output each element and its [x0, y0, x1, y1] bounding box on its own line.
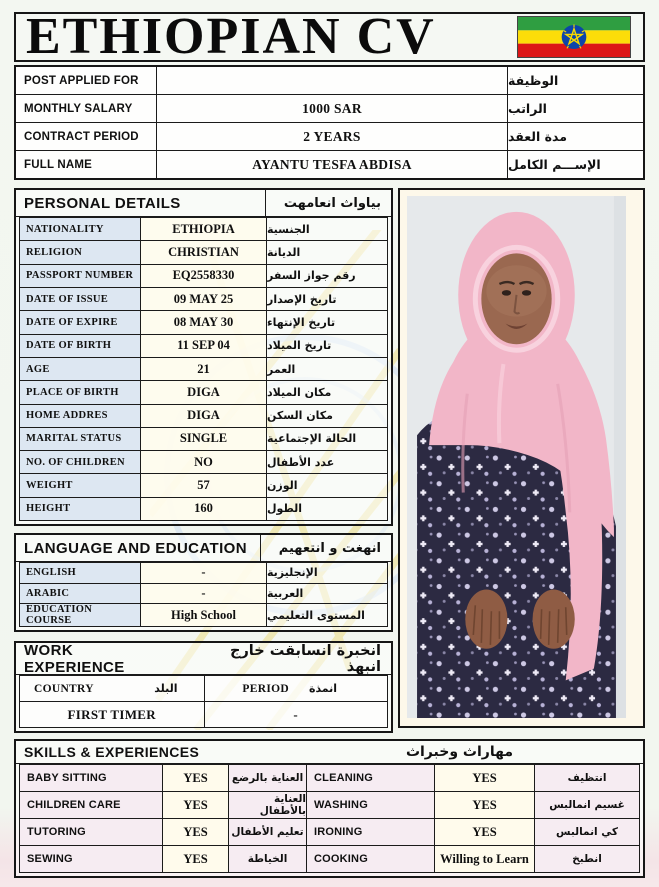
detail-row [20, 427, 387, 450]
section-title: PERSONAL DETAILS [24, 194, 181, 212]
info-row [16, 67, 643, 94]
info-label-arabic: الراتب [507, 95, 643, 122]
skill-label-left-arabic: العناية بالرضع [228, 765, 306, 791]
section-work-experience [14, 641, 393, 733]
title-bar [14, 8, 645, 65]
language-value: - [140, 563, 266, 583]
skill-row [20, 845, 639, 872]
skill-label-left: BABY SITTING [20, 765, 162, 791]
detail-value: DIGA [140, 381, 266, 403]
language-value: High School [140, 604, 266, 626]
language-education-header [16, 535, 391, 562]
detail-value: 09 MAY 25 [140, 288, 266, 310]
detail-label: NATIONALITY [20, 218, 140, 240]
skill-row [20, 791, 639, 818]
ethiopia-flag-icon [517, 16, 631, 58]
detail-value: 57 [140, 474, 266, 496]
skill-label-right: COOKING [306, 846, 434, 872]
info-value: AYANTU TESFA ABDISA [156, 151, 507, 178]
country-value: FIRST TIMER [67, 706, 156, 722]
detail-row [20, 450, 387, 473]
detail-row [20, 380, 387, 403]
skill-label-right: WASHING [306, 792, 434, 818]
work-value-row [20, 701, 387, 727]
detail-label: DATE OF BIRTH [20, 335, 140, 357]
skill-value-left: YES [162, 846, 228, 872]
info-value [156, 67, 507, 94]
detail-label: PASSPORT NUMBER [20, 265, 140, 287]
skill-row [20, 765, 639, 791]
work-experience-table [19, 675, 388, 728]
section-title-arabic: بياواث انعامهت [265, 190, 391, 216]
detail-label-arabic: تاريخ الميلاد [266, 335, 387, 357]
detail-label-arabic: عدد الأطفال [266, 451, 387, 473]
detail-label: RELIGION [20, 241, 140, 263]
skill-label-left: CHILDREN CARE [20, 792, 162, 818]
detail-value: ETHIOPIA [140, 218, 266, 240]
skills-header [16, 741, 643, 764]
language-label-arabic: المستوى التعليمي [266, 604, 387, 626]
detail-row [20, 240, 387, 263]
skill-value-right: Willing to Learn [434, 846, 534, 872]
left-column [14, 188, 393, 733]
skill-label-left: TUTORING [20, 819, 162, 845]
skill-label-right-arabic: غسيم انمالبس [534, 792, 639, 818]
detail-value: CHRISTIAN [140, 241, 266, 263]
detail-value: 21 [140, 358, 266, 380]
language-education-table [19, 562, 388, 627]
skill-label-left-arabic: تعليم الأطفال [228, 819, 306, 845]
detail-value: SINGLE [140, 428, 266, 450]
personal-details-table [19, 217, 388, 521]
period-value: - [204, 702, 388, 727]
section-personal-details [14, 188, 393, 526]
skill-label-right-arabic: انتظيف [534, 765, 639, 791]
section-title-arabic: انخبرة انسابقت خارج انبهذ [230, 642, 381, 675]
detail-label: DATE OF EXPIRE [20, 311, 140, 333]
skill-label-right: CLEANING [306, 765, 434, 791]
section-title: WORK EXPERIENCE [24, 641, 125, 676]
skill-value-left: YES [162, 792, 228, 818]
info-row [16, 150, 643, 178]
info-label: FULL NAME [24, 158, 93, 171]
country-header: COUNTRY [34, 682, 94, 695]
section-title-arabic: مهاراث وخبراث [405, 744, 513, 760]
section-language-education [14, 533, 393, 632]
skill-label-right-arabic: انطبخ [534, 846, 639, 872]
info-label: MONTHLY SALARY [24, 102, 133, 115]
skill-value-right: YES [434, 819, 534, 845]
detail-row [20, 473, 387, 496]
language-label: EDUCATION COURSE [20, 604, 140, 626]
detail-label-arabic: الوزن [266, 474, 387, 496]
detail-value: 160 [140, 498, 266, 520]
skill-label-left: SEWING [20, 846, 162, 872]
detail-label-arabic: العمر [266, 358, 387, 380]
detail-label-arabic: رقم جواز السفر [266, 265, 387, 287]
language-value: - [140, 584, 266, 604]
detail-row [20, 218, 387, 240]
language-label-arabic: العربية [266, 584, 387, 604]
skill-row [20, 818, 639, 845]
section-title: SKILLS & EXPERIENCES [24, 744, 200, 760]
personal-details-header [16, 190, 391, 217]
skill-value-right: YES [434, 765, 534, 791]
language-row [20, 583, 387, 604]
detail-label: WEIGHT [20, 474, 140, 496]
detail-value: DIGA [140, 405, 266, 427]
detail-value: EQ2558330 [140, 265, 266, 287]
detail-row [20, 310, 387, 333]
language-label: ARABIC [20, 584, 140, 604]
detail-label-arabic: مكان السكن [266, 405, 387, 427]
section-skills [14, 739, 645, 878]
country-header-arabic: البلد [154, 682, 178, 695]
applicant-photo [407, 196, 626, 718]
detail-row [20, 334, 387, 357]
skill-label-left-arabic: الخياطة [228, 846, 306, 872]
detail-label-arabic: الحالة الإجتماعية [266, 428, 387, 450]
skill-label-right: IRONING [306, 819, 434, 845]
info-label: POST APPLIED FOR [24, 74, 139, 87]
info-label-arabic: الإســـم الكامل [507, 151, 643, 178]
language-row [20, 603, 387, 626]
detail-label: DATE OF ISSUE [20, 288, 140, 310]
info-label-arabic: مدة العقد [507, 123, 643, 150]
work-experience-header [16, 643, 391, 675]
detail-label-arabic: تاريخ الإنتهاء [266, 311, 387, 333]
language-label: ENGLISH [20, 563, 140, 583]
detail-label-arabic: مكان الميلاد [266, 381, 387, 403]
page-title: ETHIOPIAN CV [26, 8, 436, 65]
detail-label-arabic: الجنسية [266, 218, 387, 240]
language-row [20, 563, 387, 583]
info-row [16, 94, 643, 122]
detail-label: AGE [20, 358, 140, 380]
photo-box [398, 188, 645, 728]
skill-label-left-arabic: العناية بالأطفال [228, 792, 306, 818]
info-row [16, 122, 643, 150]
detail-label-arabic: تاريخ الإصدار [266, 288, 387, 310]
top-info-table [14, 65, 645, 180]
info-label: CONTRACT PERIOD [24, 130, 139, 143]
period-header: PERIOD [242, 682, 289, 695]
work-column-headers [20, 676, 387, 701]
detail-row [20, 264, 387, 287]
detail-label: HEIGHT [20, 498, 140, 520]
detail-value: 08 MAY 30 [140, 311, 266, 333]
detail-label: HOME ADDRES [20, 405, 140, 427]
detail-label: NO. OF CHILDREN [20, 451, 140, 473]
info-label-arabic: الوظيفة [507, 67, 643, 94]
skill-label-right-arabic: كي انمالبس [534, 819, 639, 845]
detail-row [20, 357, 387, 380]
period-header-cell [204, 676, 388, 701]
main-content [14, 188, 645, 733]
detail-value: 11 SEP 04 [140, 335, 266, 357]
section-title-arabic: انهغت و انتعهيم [260, 535, 391, 561]
skill-value-left: YES [162, 765, 228, 791]
detail-row [20, 404, 387, 427]
detail-label-arabic: الديانة [266, 241, 387, 263]
skill-value-right: YES [434, 792, 534, 818]
info-value: 2 YEARS [156, 123, 507, 150]
detail-row [20, 497, 387, 520]
info-value: 1000 SAR [156, 95, 507, 122]
detail-label: MARITAL STATUS [20, 428, 140, 450]
detail-value: NO [140, 451, 266, 473]
period-header-arabic: انمذة [308, 682, 338, 695]
detail-row [20, 287, 387, 310]
language-label-arabic: الإنجليزية [266, 563, 387, 583]
country-header-cell [20, 676, 204, 701]
section-title: LANGUAGE AND EDUCATION [24, 539, 247, 557]
detail-label-arabic: الطول [266, 498, 387, 520]
skills-table [19, 764, 640, 873]
detail-label: PLACE OF BIRTH [20, 381, 140, 403]
skill-value-left: YES [162, 819, 228, 845]
